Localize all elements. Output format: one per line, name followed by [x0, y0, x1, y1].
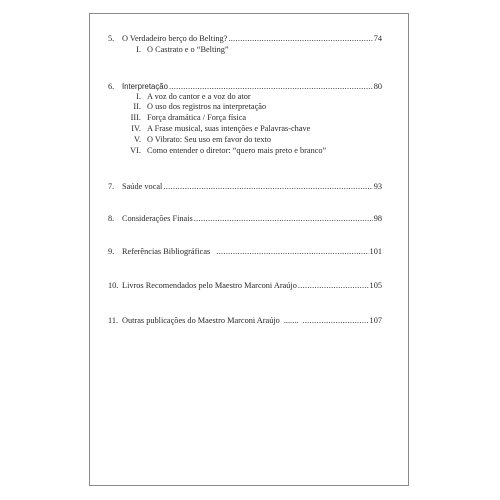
toc-entry-title: O Verdadeiro berço do Belting?: [122, 34, 228, 43]
book-page: [89, 13, 409, 486]
toc-entry-number: 10.: [108, 281, 119, 290]
toc-entry-9: [108, 246, 382, 257]
toc-subentry-title: O Vibrato: Seu uso em favor do texto: [147, 135, 272, 144]
toc-entry-10: [108, 280, 382, 291]
dot-fragment: .......: [283, 316, 299, 325]
toc-entry-title: Outras publicações do Maestro Marconi Araújo: [122, 316, 280, 325]
toc-entry-5: [108, 33, 382, 44]
toc-subentry-6-5: [126, 134, 271, 145]
toc-subentry-number: IV.: [131, 124, 141, 133]
toc-subentry-number: VI.: [130, 146, 141, 155]
toc-subentry-number: I.: [136, 45, 141, 54]
toc-subentry-title: O Castrato e o “Belting”: [147, 45, 229, 54]
toc-entry-number: 11.: [108, 316, 119, 325]
toc-page-number: 101: [369, 247, 382, 256]
toc-subentry-6-3: [126, 112, 246, 123]
toc-subentry-number: V.: [134, 135, 141, 144]
toc-subentry-title: A voz do cantor e a voz do ator: [147, 92, 251, 101]
toc-entry-number: 7.: [108, 182, 115, 191]
toc-entry-title: Considerações Finais: [122, 214, 193, 223]
dot-leader: [302, 315, 368, 326]
toc-entry-title: Referências Bibliográficas: [122, 247, 211, 256]
toc-subentry-6-4: [126, 123, 310, 134]
toc-entry-11: [108, 315, 382, 326]
toc-entry-number: 8.: [108, 214, 115, 223]
toc-entry-title: Interpretação: [122, 82, 168, 91]
toc-subentry-6-6: [126, 145, 326, 156]
toc-entry-title: Livros Recomendados pelo Maestro Marconi Araújo: [122, 281, 297, 290]
dot-leader: [194, 213, 373, 224]
toc-subentry-number: I.: [136, 92, 141, 101]
toc-entry-title: Saúde vocal: [122, 182, 163, 191]
toc-entry-number: 6.: [108, 82, 115, 91]
dot-leader: [298, 280, 369, 291]
toc-page-number: 80: [373, 82, 382, 91]
toc-subentry-6-2: [126, 101, 266, 112]
toc-subentry-title: O uso dos registros na interpretação: [147, 102, 267, 111]
dot-leader: [216, 246, 368, 257]
toc-subentry-title: A Frase musical, suas intenções e Palavras-chave: [147, 124, 311, 133]
dot-leader: [163, 181, 372, 192]
toc-subentry-title: Força dramática / Força física: [147, 113, 247, 122]
toc-entry-number: 5.: [108, 34, 115, 43]
toc-page-number: 98: [373, 214, 382, 223]
toc-entry-8: [108, 213, 382, 224]
toc-page-number: 107: [369, 316, 382, 325]
toc-subentry-5-1: [126, 44, 229, 55]
toc-page-number: 93: [373, 182, 382, 191]
dot-leader: [228, 33, 372, 44]
toc-page-number: 105: [369, 281, 382, 290]
toc-page-number: 74: [373, 34, 382, 43]
toc-subentry-title: Como entender o diretor: “quero mais preto e branco”: [147, 146, 327, 155]
toc-entry-7: [108, 181, 382, 192]
toc-subentry-number: II.: [133, 102, 141, 111]
toc-entry-number: 9.: [108, 247, 115, 256]
toc-subentry-number: III.: [130, 113, 141, 122]
